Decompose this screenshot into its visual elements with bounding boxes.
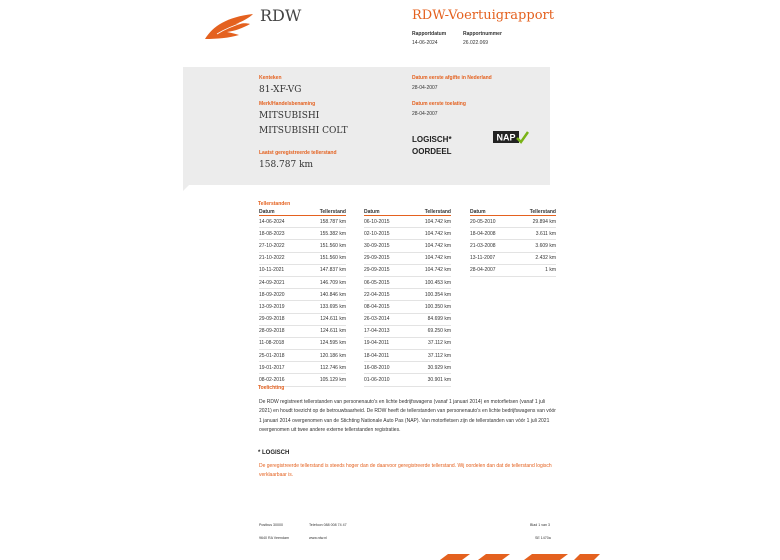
brand-name: RDW — [260, 6, 302, 25]
row-tellerstand: 133.695 km — [302, 301, 346, 313]
row-tellerstand: 105.129 km — [302, 374, 346, 386]
row-tellerstand: 140.846 km — [302, 289, 346, 301]
row-datum: 25-01-2018 — [259, 350, 302, 362]
row-tellerstand: 1 km — [512, 264, 556, 276]
vehicle-panel — [183, 67, 550, 185]
row-tellerstand: 146.709 km — [302, 276, 346, 288]
row-datum: 17-04-2013 — [364, 325, 407, 337]
row-tellerstand: 124.611 km — [302, 313, 346, 325]
row-tellerstand: 2.432 km — [512, 252, 556, 264]
row-datum: 29-09-2018 — [259, 313, 302, 325]
table-row — [470, 228, 556, 240]
rapportnummer-label: Rapportnummer — [463, 31, 502, 37]
table-row — [364, 228, 451, 240]
table-row — [364, 350, 451, 362]
table-row — [364, 240, 451, 252]
table-row — [259, 325, 346, 337]
table-row — [364, 276, 451, 288]
row-datum: 18-09-2020 — [259, 289, 302, 301]
table-row — [259, 216, 346, 228]
footer-decoration-icon — [440, 554, 600, 560]
footer-postcode: 9640 RA Veendam — [259, 536, 289, 540]
row-datum: 06-05-2015 — [364, 276, 407, 288]
table-row — [364, 313, 451, 325]
table-row — [364, 362, 451, 374]
row-datum: 21-03-2008 — [470, 240, 512, 252]
row-tellerstand: 30.929 km — [407, 362, 451, 374]
table-row — [259, 252, 346, 264]
kenteken-label: Kenteken — [259, 75, 282, 81]
tellerstanden-title: Tellerstanden — [258, 201, 291, 207]
row-tellerstand: 3.609 km — [512, 240, 556, 252]
row-tellerstand: 37.112 km — [407, 337, 451, 349]
row-tellerstand: 104.742 km — [407, 240, 451, 252]
row-datum: 26-03-2014 — [364, 313, 407, 325]
col-tellerstand-header: Tellerstand — [407, 209, 451, 216]
row-tellerstand: 112.746 km — [302, 362, 346, 374]
row-datum: 27-10-2022 — [259, 240, 302, 252]
row-tellerstand: 104.742 km — [407, 216, 451, 228]
merk-value: MITSUBISHI — [259, 111, 320, 121]
row-tellerstand: 84.699 km — [407, 313, 451, 325]
row-tellerstand: 69.250 km — [407, 325, 451, 337]
table-row — [259, 264, 346, 276]
table-row — [470, 252, 556, 264]
laatste-tellerstand-value: 158.787 km — [259, 160, 314, 170]
row-tellerstand: 100.453 km — [407, 276, 451, 288]
row-datum: 06-10-2015 — [364, 216, 407, 228]
table-row — [259, 337, 346, 349]
oordeel-logisch: LOGISCH* — [412, 135, 452, 144]
row-datum: 01-06-2010 — [364, 374, 407, 386]
oordeel-label: OORDEEL — [412, 147, 452, 156]
row-datum: 28-04-2007 — [470, 264, 512, 276]
afgifte-value: 28-04-2007 — [412, 85, 438, 91]
toelating-label: Datum eerste toelating — [412, 101, 466, 107]
table-row — [364, 216, 451, 228]
table-row — [364, 264, 451, 276]
footer-code: SE 1470a — [535, 536, 551, 540]
rapportdatum-label: Rapportdatum — [412, 31, 447, 37]
footer-postbus: Postbus 30000 — [259, 523, 283, 527]
table-row — [259, 276, 346, 288]
row-datum: 19-01-2017 — [259, 362, 302, 374]
table-row — [259, 289, 346, 301]
row-datum: 08-04-2015 — [364, 301, 407, 313]
row-datum: 21-10-2022 — [259, 252, 302, 264]
footer-blad: Blad 1 van 3 — [530, 523, 550, 527]
row-datum: 18-04-2008 — [470, 228, 512, 240]
row-datum: 16-08-2010 — [364, 362, 407, 374]
row-datum: 20-05-2010 — [470, 216, 512, 228]
nap-logo-text: NAP — [496, 132, 516, 143]
col-datum-header: Datum — [470, 209, 512, 216]
row-tellerstand: 104.742 km — [407, 228, 451, 240]
row-datum: 29-09-2015 — [364, 252, 407, 264]
row-datum: 30-09-2015 — [364, 240, 407, 252]
footer-website: www.rdw.nl — [309, 536, 327, 540]
table-row — [364, 325, 451, 337]
table-row — [364, 301, 451, 313]
row-datum: 24-09-2021 — [259, 276, 302, 288]
toelating-value: 28-04-2007 — [412, 111, 438, 117]
row-tellerstand: 30.901 km — [407, 374, 451, 386]
rapportnummer-value: 26.022.069 — [463, 40, 489, 46]
footer-telefoon: Telefoon 088 008 74 47 — [309, 523, 347, 527]
row-tellerstand: 147.837 km — [302, 264, 346, 276]
table-row — [470, 264, 556, 276]
afgifte-label: Datum eerste afgifte in Nederland — [412, 75, 492, 81]
table-row — [364, 374, 451, 386]
table-row — [364, 337, 451, 349]
row-datum: 11-08-2018 — [259, 337, 302, 349]
row-tellerstand: 100.354 km — [407, 289, 451, 301]
table-row — [364, 252, 451, 264]
nap-logo-icon — [493, 130, 529, 145]
table-row — [470, 216, 556, 228]
rdw-logo-icon — [203, 12, 255, 42]
toelichting-text: De RDW registreert tellerstanden van personenauto's en lichte bedrijfswagens (vanaf 1 januari 2014) en motorfietsen (vanaf 1 juli 2021) en houdt toezicht op de betrouwbaarheid. De RDW heeft de tellerstanden van personenauto's en lichte bedrijfswagens van vóór 1 januari 2014 overgenomen van de Stichting Nationale Auto Pas (NAP). Van motorfietsen zijn de tellerstanden van vóór 1 juli 2021 overgenomen uit twee andere externe tellerstanden registraties. — [259, 399, 556, 433]
row-datum: 28-09-2018 — [259, 325, 302, 337]
row-datum: 08-02-2016 — [259, 374, 302, 386]
row-tellerstand: 124.595 km — [302, 337, 346, 349]
row-tellerstand: 104.742 km — [407, 252, 451, 264]
row-tellerstand: 124.611 km — [302, 325, 346, 337]
row-tellerstand: 151.560 km — [302, 252, 346, 264]
row-tellerstand: 155.382 km — [302, 228, 346, 240]
row-datum: 18-04-2011 — [364, 350, 407, 362]
logisch-footnote-title: * LOGISCH — [258, 450, 290, 456]
col-tellerstand-header: Tellerstand — [512, 209, 556, 216]
table-row — [259, 362, 346, 374]
row-tellerstand: 3.611 km — [512, 228, 556, 240]
row-tellerstand: 29.894 km — [512, 216, 556, 228]
row-datum: 29-09-2015 — [364, 264, 407, 276]
row-datum: 14-06-2024 — [259, 216, 302, 228]
row-tellerstand: 104.742 km — [407, 264, 451, 276]
col-tellerstand-header: Tellerstand — [302, 209, 346, 216]
tellerstanden-table-2 — [364, 209, 451, 387]
rapportdatum-value: 14-06-2024 — [412, 40, 438, 46]
merk-label: Merk/Handelsbenaming — [259, 101, 316, 107]
document-title: RDW-Voertuigrapport — [412, 8, 554, 23]
row-datum: 02-10-2015 — [364, 228, 407, 240]
table-row — [259, 240, 346, 252]
table-row — [259, 350, 346, 362]
row-tellerstand: 151.560 km — [302, 240, 346, 252]
toelichting-title: Toelichting — [258, 385, 285, 391]
col-datum-header: Datum — [364, 209, 407, 216]
row-datum: 13-11-2007 — [470, 252, 512, 264]
panel-notch — [183, 185, 189, 191]
col-datum-header: Datum — [259, 209, 302, 216]
row-datum: 13-09-2019 — [259, 301, 302, 313]
tellerstanden-table-3 — [470, 209, 556, 277]
row-datum: 18-08-2023 — [259, 228, 302, 240]
handelsbenaming-value: MITSUBISHI COLT — [259, 126, 348, 136]
table-row — [470, 240, 556, 252]
table-row — [259, 228, 346, 240]
row-datum: 10-11-2021 — [259, 264, 302, 276]
table-row — [364, 289, 451, 301]
laatste-tellerstand-label: Laatst geregistreerde tellerstand — [259, 150, 337, 156]
tellerstanden-table-1 — [259, 209, 346, 387]
row-tellerstand: 120.186 km — [302, 350, 346, 362]
table-row — [259, 301, 346, 313]
row-tellerstand: 100.350 km — [407, 301, 451, 313]
kenteken-value: 81-XF-VG — [259, 85, 302, 95]
row-datum: 19-04-2011 — [364, 337, 407, 349]
table-row — [259, 313, 346, 325]
row-datum: 22-04-2015 — [364, 289, 407, 301]
row-tellerstand: 158.787 km — [302, 216, 346, 228]
row-tellerstand: 37.112 km — [407, 350, 451, 362]
logisch-footnote-text: De geregistreerde tellerstand is steeds hoger dan de daarvoor geregistreerde tellerstand. Wij oordelen dan dat de tellerstand logisch verklaarbaar is. — [259, 463, 552, 479]
